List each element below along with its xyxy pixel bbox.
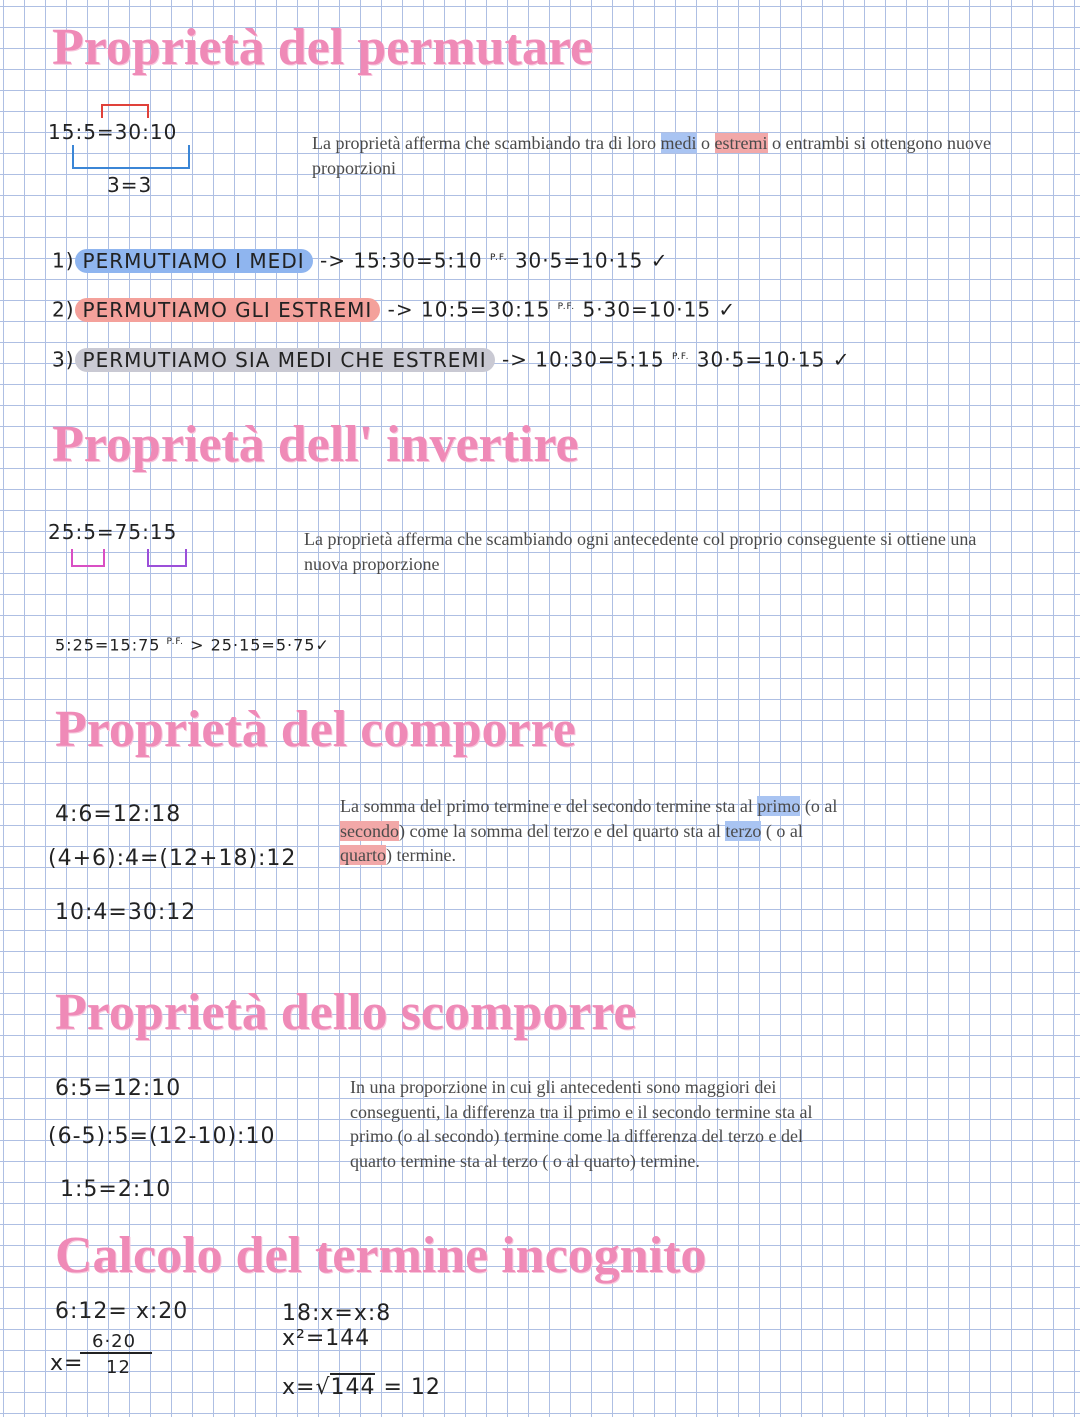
permutare-text-part: o — [696, 133, 715, 153]
title-invertire: Proprietà dell' invertire — [52, 416, 579, 473]
comporre-text-part: ( o al — [761, 820, 803, 841]
bracket-invertire-right — [147, 549, 187, 567]
check-mark-icon: ✓ — [650, 248, 669, 273]
permutare-example-bottom: 3=3 — [107, 173, 153, 197]
permutare-step-1 — [52, 246, 669, 273]
step-label-entrambi: PERMUTIAMO SIA MEDI CHE ESTREMI — [75, 348, 495, 372]
step-proportion: -> 10:30=5:15 — [501, 347, 665, 372]
step-number: 1) — [52, 248, 75, 273]
invertire-text: La proprietà afferma che scambiando ogni antecedente col proprio conseguente si ottiene una nuova proporzione — [304, 529, 977, 574]
scomporre-line-3: 1:5=2:10 — [60, 1177, 172, 1202]
radicand: 144 — [330, 1375, 376, 1400]
step-label-estremi: PERMUTIAMO GLI ESTREMI — [75, 298, 381, 322]
permutare-step-2 — [52, 295, 736, 322]
comporre-text-part: ) come la somma del terzo e del quarto sta al — [398, 820, 726, 841]
highlight-secondo: secondo — [340, 820, 399, 841]
step-result: 30·5=10·15 — [514, 248, 644, 273]
title-incognito: Calcolo del termine incognito — [55, 1227, 707, 1284]
step-result: 5·30=10·15 — [582, 297, 712, 322]
pf-abbrev: P.F. — [671, 352, 690, 362]
incognito-a-proportion: 6:12= x:20 — [55, 1299, 189, 1324]
comporre-text-part: (o al — [800, 796, 838, 816]
permutare-text-part: o entrambi si ottengono nuove proporzioni — [312, 133, 991, 178]
comporre-line-1: 4:6=12:18 — [55, 802, 182, 827]
comporre-text-part: ) termine. — [385, 845, 456, 865]
step-proportion: -> 10:5=30:15 — [387, 297, 551, 322]
title-scomporre: Proprietà dello scomporre — [55, 984, 637, 1041]
invertire-proportion: 5:25=15:75 — [55, 635, 161, 655]
step-number: 2) — [52, 297, 75, 322]
incognito-b-root — [282, 1376, 441, 1400]
fraction-bar — [80, 1352, 152, 1354]
comporre-line-2: (4+6):4=(12+18):12 — [48, 846, 297, 871]
incognito-a-numerator: 6·20 — [92, 1331, 137, 1352]
bracket-estremi — [72, 145, 190, 169]
highlight-estremi: estremi — [714, 133, 768, 153]
highlight-primo: primo — [757, 796, 801, 816]
bracket-medi — [101, 104, 149, 118]
pf-abbrev: P.F. — [166, 637, 185, 647]
title-permutare: Proprietà del permutare — [52, 19, 594, 76]
pf-abbrev: P.F. — [489, 253, 508, 263]
permutare-step-3 — [52, 345, 850, 372]
check-mark-icon: ✓ — [315, 635, 330, 655]
permutare-text — [312, 131, 992, 180]
invertire-example-line: 25:5=75:15 — [48, 520, 178, 544]
highlight-terzo: terzo — [725, 820, 762, 841]
incognito-a-x: x= — [50, 1351, 84, 1376]
check-mark-icon: ✓ — [832, 347, 851, 372]
scomporre-line-2: (6-5):5=(12-10):10 — [48, 1124, 276, 1149]
root-lhs: x= — [282, 1375, 316, 1400]
check-mark-icon: ✓ — [718, 297, 737, 322]
root-result: = 12 — [383, 1375, 441, 1400]
sqrt-icon: √ — [315, 1375, 331, 1400]
step-proportion: -> 15:30=5:10 — [319, 248, 483, 273]
highlight-quarto: quarto — [340, 845, 386, 865]
incognito-a-denominator: 12 — [106, 1357, 131, 1378]
scomporre-line-1: 6:5=12:10 — [55, 1076, 182, 1101]
step-result: 30·5=10·15 — [696, 347, 826, 372]
highlight-medi: medi — [660, 133, 697, 153]
invertire-result-line: 5:25=15:75 $^{P.F.}$ > 25·15=5·75✓ — [55, 635, 330, 655]
title-comporre: Proprietà del comporre — [55, 701, 576, 758]
comporre-text-part: La somma del primo termine e del secondo termine sta al — [340, 796, 758, 816]
permutare-example-top: 15:5=30:10 — [48, 120, 178, 144]
scomporre-text: In una proporzione in cui gli antecedenti sono maggiori dei conseguenti, la differenza tra il primo e il secondo termine sta al primo (o al secondo) termine come la differenza del terzo e del quarto termine sta al terzo ( o al quarto) termine. — [350, 1077, 813, 1171]
incognito-b-proportion: 18:x=x:8 — [282, 1301, 392, 1326]
bracket-invertire-left — [71, 549, 105, 567]
step-number: 3) — [52, 347, 75, 372]
step-label-medi: PERMUTIAMO I MEDI — [75, 249, 313, 273]
comporre-line-3: 10:4=30:12 — [55, 900, 197, 925]
comporre-text — [340, 794, 850, 868]
incognito-b-square: x²=144 — [282, 1326, 371, 1351]
permutare-text-part: La proprietà afferma che scambiando tra di loro — [312, 133, 661, 153]
pf-abbrev: P.F. — [557, 302, 576, 312]
invertire-result: 25·15=5·75 — [210, 635, 316, 655]
